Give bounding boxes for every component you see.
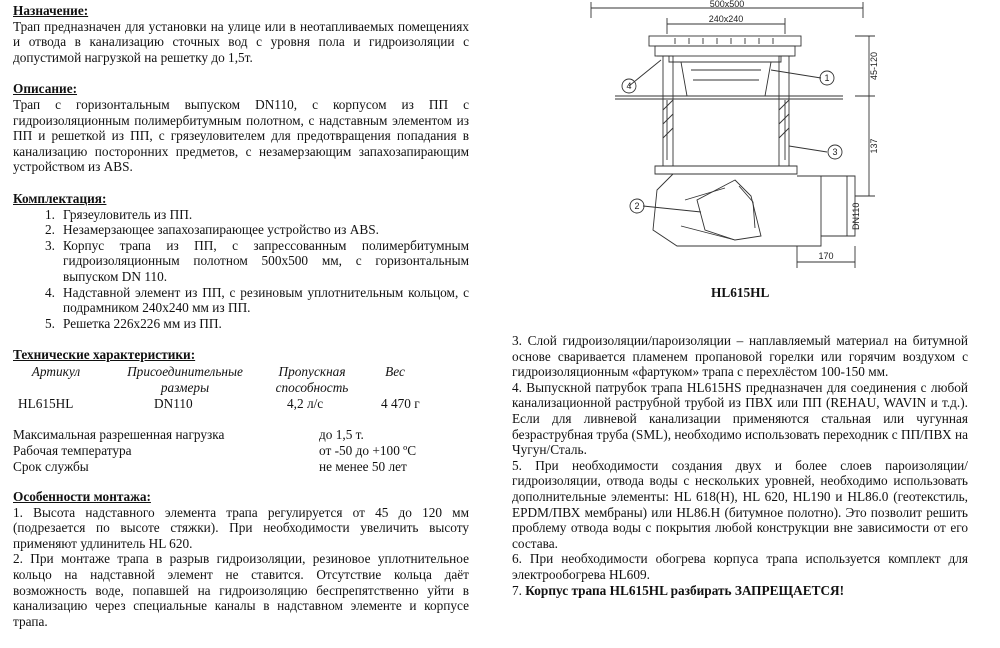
- dim-height-adj-label: 45-120: [869, 51, 879, 81]
- product-drawing: [585, 0, 885, 275]
- list-item: 2. Незамерзающее запахозапирающее устройство из ABS.: [45, 222, 379, 238]
- dim-height-body-label: 137: [869, 138, 879, 154]
- drawing-caption: HL615HL: [711, 285, 770, 300]
- description-heading: Описание:: [13, 81, 78, 97]
- mounting-p5: 5. При необходимости создания двух и более слоев пароизоляции/гидроизоляции, отвода воды с нескольких уровней, необходимо использовать дополнительные элементы: HL 618(H), HL 620, HL190 и HL86.0 (геотекстиль, EPDM/ПВХ мембраны) или HL86.H (битумное полотно). Это позволит решить проблему отвода воды с покрытия любой конструкции вне зависимости от его состава.: [512, 457, 968, 551]
- dim-dn-label: DN110: [851, 202, 861, 230]
- mounting-p4: 4. Выпускной патрубок трапа HL615HS предназначен для соединения с любой канализационной раструбной трубой из ПВХ или ПП (REHAU, WAVIN и т.д.). Если для ливневой канализации применяются стальная или чугунная безраструбная труба (SML), необходимо использовать переходник с ПП/ПВХ на Чугун/Сталь.: [512, 379, 968, 458]
- life-label: Срок службы: [13, 459, 89, 474]
- callout-1: 1: [824, 73, 830, 83]
- description-text: Трап с горизонтальным выпуском DN110, с корпусом из ПП с гидроизоляционным полимербитумным полотном, с надставным элементом из ПП и решеткой из ПП, с грязеуловителем для предотвращения попадания в канализацию посторонних предметов, с незамерзающим запахозапирающим устройством из ABS.: [13, 96, 469, 175]
- purpose-text: Трап предназначен для установки на улице или в неотапливаемых помещениях и отвода в канализацию сточных вод с уровня пола и гидроизоляции с допустимой нагрузкой на решетку до 1,5т.: [13, 18, 469, 65]
- list-item: 3. Корпус трапа из ПП, с запрессованным полимербитумным гидроизоляционным полотном 500х500 мм, с горизонтальным выпуском DN 110.: [45, 237, 469, 284]
- col-capacity-header: Пропускная способность: [275, 364, 349, 395]
- purpose-heading: Назначение:: [13, 3, 89, 18]
- kit-list: [13, 207, 469, 332]
- specs-heading: Технические характеристики:: [13, 347, 196, 363]
- col-weight-header: Вес: [385, 364, 405, 379]
- mounting-left: [13, 489, 469, 629]
- row-weight: 4 470 г: [381, 396, 420, 411]
- col-sizes-header: Присоединительные размеры: [127, 364, 243, 395]
- kit-heading: Комплектация:: [13, 190, 107, 206]
- dim-frame-label: 240x240: [708, 14, 744, 24]
- dim-outlet-label: 170: [818, 251, 834, 261]
- temp-value: от -50 до +100 ºC: [319, 443, 417, 458]
- callout-2: 2: [634, 201, 640, 211]
- temp-label: Рабочая температура: [13, 443, 132, 458]
- row-capacity: 4,2 л/с: [287, 396, 324, 411]
- mounting-p3: 3. Слой гидроизоляции/пароизоляции – наплавляемый материал на битумной основе сваривается пламенем пропановой горелки или горячим воздухом с гидроизоляционным «фартуком» трапа с перехлёстом 100-150 мм.: [512, 333, 968, 380]
- mounting-p1: 1. Высота надставного элемента трапа регулируется от 45 до 120 мм (подрезается по высоте стяжки). При необходимости увеличить высоту применяют удлинитель HL 620.: [13, 504, 469, 551]
- list-item: 4. Надставной элемент из ПП, с резиновым уплотнительным кольцом, с подрамником 240х240 мм из ПП.: [45, 284, 469, 316]
- list-item: 1. Грязеуловитель из ПП.: [45, 206, 193, 222]
- list-item: 5. Решетка 226х226 мм из ПП.: [45, 315, 222, 331]
- callout-3: 3: [832, 147, 838, 157]
- life-value: не менее 50 лет: [319, 459, 407, 474]
- left-column: [13, 3, 469, 363]
- row-sizes: DN110: [154, 396, 193, 411]
- mounting-right: [512, 333, 968, 598]
- mounting-heading: Особенности монтажа:: [13, 489, 151, 504]
- callout-4: 4: [626, 81, 632, 91]
- mounting-p2: 2. При монтаже трапа в разрыв гидроизоляции, резиновое уплотнительное кольцо на надставной элемент не ставится. Отсутствие кольца даёт возможность воде, попавшей на гидроизоляцию беспрепятственно уйти в канализацию через специальные каналы в надставном элементе и корпусе трапа.: [13, 551, 469, 629]
- dim-outer-label: 500x500: [709, 0, 745, 9]
- load-value: до 1,5 т.: [319, 427, 364, 442]
- mounting-p6: 6. При необходимости обогрева корпуса трапа используется комплект для электрообогрева HL609.: [512, 551, 968, 582]
- row-article: HL615HL: [18, 396, 74, 411]
- load-label: Максимальная разрешенная нагрузка: [13, 427, 225, 442]
- col-article-header: Артикул: [31, 364, 81, 379]
- mounting-p7: 7. Корпус трапа HL615HL разбирать ЗАПРЕЩАЕТСЯ!: [512, 582, 845, 598]
